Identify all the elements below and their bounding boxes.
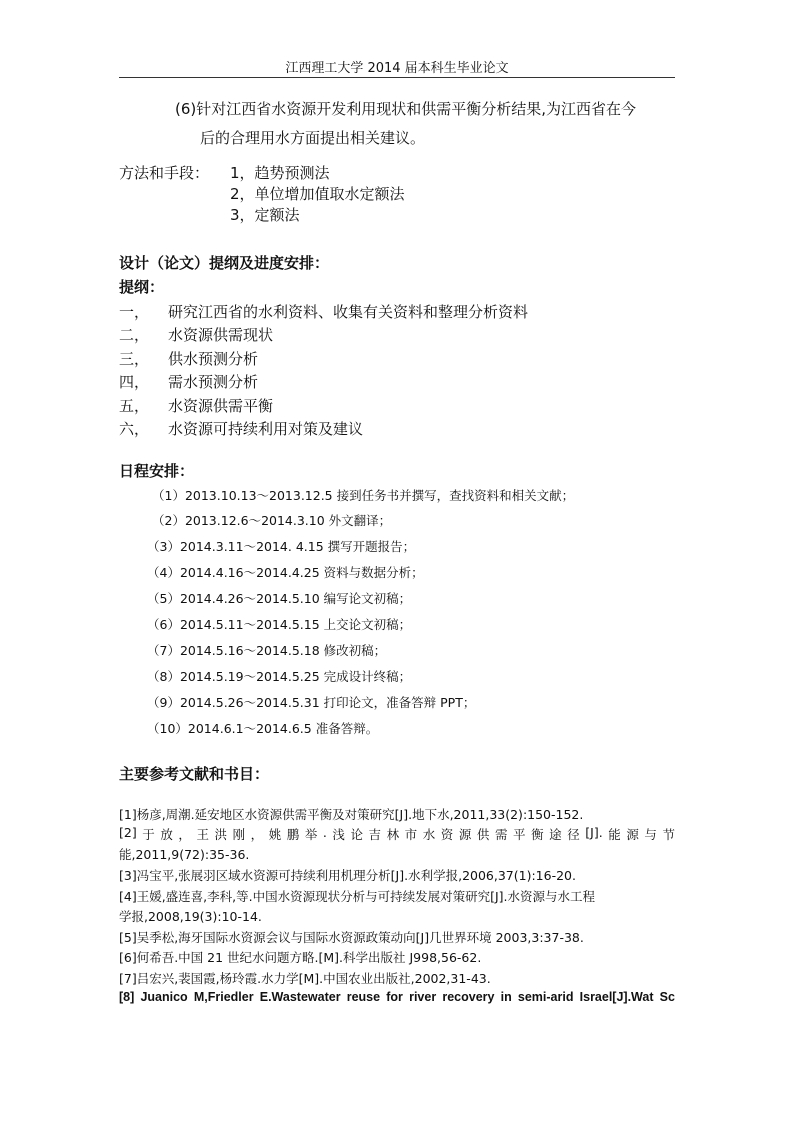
ref-token: 鹏	[286, 827, 300, 842]
outline-num: 一，	[119, 303, 150, 321]
ref-token: 于	[142, 827, 155, 842]
outline-heading: 设计（论文）提纲及进度安排：	[119, 254, 330, 272]
outline-num: 四，	[119, 373, 150, 391]
ref-token: 衡	[531, 827, 544, 842]
ref-token: ，	[178, 827, 191, 842]
ref-token: 能	[608, 827, 621, 842]
schedule-item: （10）2014.6.1～2014.6.5 准备答辩。	[147, 721, 379, 736]
ref-token: 吉	[368, 827, 382, 842]
ref-token: 浅	[332, 827, 345, 842]
reference-4-line2: 学报,2008,19(3):10-14.	[119, 909, 262, 924]
reference-2-line1	[119, 825, 675, 843]
ref-token: 节	[662, 827, 675, 842]
schedule-item: （9）2014.5.26～2014.5.31 打印论文，准备答辩 PPT；	[147, 695, 476, 710]
reference-2-line2: 能,2011,9(72):35-36.	[119, 847, 250, 862]
ref-token: 姚	[268, 827, 282, 842]
outline-num: 六，	[119, 420, 150, 438]
ref-token: 水	[422, 827, 436, 842]
ref-token: .	[322, 825, 327, 840]
ref-token: 资	[440, 827, 454, 842]
ref-token: M,Friedler	[193, 990, 254, 1004]
item6-line1: (6)针对江西省水资源开发利用现状和供需平衡分析结果,为江西省在今	[175, 100, 637, 118]
ref-token: 源	[458, 827, 472, 842]
ref-token: 论	[350, 827, 363, 842]
reference-1: [1]杨彦,周潮.延安地区水资源供需平衡及对策研究[J].地下水,2011,33(2):150-152.	[119, 807, 584, 822]
method-item: 1，趋势预测法	[230, 164, 330, 182]
ref-token: 径	[567, 827, 580, 842]
ref-token: river	[409, 990, 437, 1004]
outline-text: 需水预测分析	[168, 373, 259, 391]
ref-token: E.Wastewater	[259, 990, 341, 1004]
reference-6: [6]何希吾.中国 21 世纪水问题方略.[M].科学出版社 J998,56-62.	[119, 950, 482, 965]
ref-token: [2]	[119, 825, 137, 840]
schedule-item: （5）2014.4.26～2014.5.10 编写论文初稿；	[147, 591, 412, 606]
method-item: 3，定额法	[230, 206, 300, 224]
outline-text: 水资源可持续利用对策及建议	[168, 420, 364, 438]
outline-num: 二，	[119, 326, 150, 344]
ref-token: 放	[160, 827, 173, 842]
reference-4-line1: [4]王媛,盛连喜,李科,等.中国水资源现状分析与可持续发展对策研究[J].水资源与水工程	[119, 889, 596, 904]
outline-subheading: 提纲：	[119, 278, 165, 296]
ref-token: 洪	[214, 827, 228, 842]
outline-num: 三，	[119, 350, 150, 368]
ref-token: [8]	[119, 990, 135, 1004]
reference-3: [3]冯宝平,张展羽区域水资源可持续利用机理分析[J].水利学报,2006,37(1):16-20.	[119, 868, 576, 883]
outline-num: 五，	[119, 397, 150, 415]
schedule-item: （7）2014.5.16～2014.5.18 修改初稿；	[147, 643, 387, 658]
ref-token: 供	[476, 827, 490, 842]
schedule-heading: 日程安排：	[119, 462, 195, 480]
header-rule	[119, 77, 675, 78]
ref-token: semi-arid	[517, 990, 574, 1004]
item6-line2: 后的合理用水方面提出相关建议。	[200, 129, 426, 147]
page-header: 江西理工大学 2014 届本科生毕业论文	[285, 61, 509, 76]
schedule-item: （8）2014.5.19～2014.5.25 完成设计终稿；	[147, 669, 412, 684]
ref-token: 王	[196, 827, 209, 842]
outline-text: 水资源供需现状	[168, 326, 274, 344]
ref-token: [J].	[585, 825, 603, 840]
schedule-item: （6）2014.5.11～2014.5.15 上交论文初稿；	[147, 617, 412, 632]
ref-token: 林	[386, 827, 400, 842]
ref-token: 举	[304, 827, 318, 842]
ref-token: recovery	[442, 990, 495, 1004]
ref-token: 刚	[232, 827, 246, 842]
ref-token: Juanico	[140, 990, 188, 1004]
references-heading: 主要参考文献和书目：	[119, 765, 270, 783]
reference-7: [7]吕宏兴,裴国霞,杨玲霞.水力学[M].中国农业出版社,2002,31-43.	[119, 971, 491, 986]
reference-5: [5]吴季松,海牙国际水资源会议与国际水资源政策动向[J]几世界环境 2003,3:37-38.	[119, 930, 584, 945]
ref-token: 平	[513, 827, 526, 842]
outline-text: 水资源供需平衡	[168, 397, 274, 415]
ref-token: Sc	[659, 990, 675, 1004]
methods-label: 方法和手段：	[119, 164, 210, 182]
ref-token: 市	[404, 827, 418, 842]
ref-token: 途	[549, 827, 562, 842]
ref-token: 源	[626, 827, 639, 842]
ref-token: 需	[494, 827, 508, 842]
ref-token: 与	[644, 827, 657, 842]
ref-token: reuse	[346, 990, 381, 1004]
ref-token: Israel[J].Wat	[579, 990, 654, 1004]
ref-token: for	[386, 990, 403, 1004]
schedule-item: （4）2014.4.16～2014.4.25 资料与数据分析；	[147, 565, 424, 580]
schedule-item: （2）2013.12.6～2014.3.10 外文翻译；	[152, 513, 392, 528]
ref-token: ，	[250, 827, 264, 842]
schedule-item: （3）2014.3.11～2014. 4.15 撰写开题报告；	[147, 539, 416, 554]
method-item: 2，单位增加值取水定额法	[230, 185, 405, 203]
schedule-item: （1）2013.10.13～2013.12.5 接到任务书并撰写，查找资料和相关文献；	[152, 488, 575, 503]
outline-text: 供水预测分析	[168, 350, 259, 368]
outline-text: 研究江西省的水利资料、收集有关资料和整理分析资料	[168, 303, 529, 321]
ref-token: in	[500, 990, 512, 1004]
reference-8	[119, 990, 675, 1004]
